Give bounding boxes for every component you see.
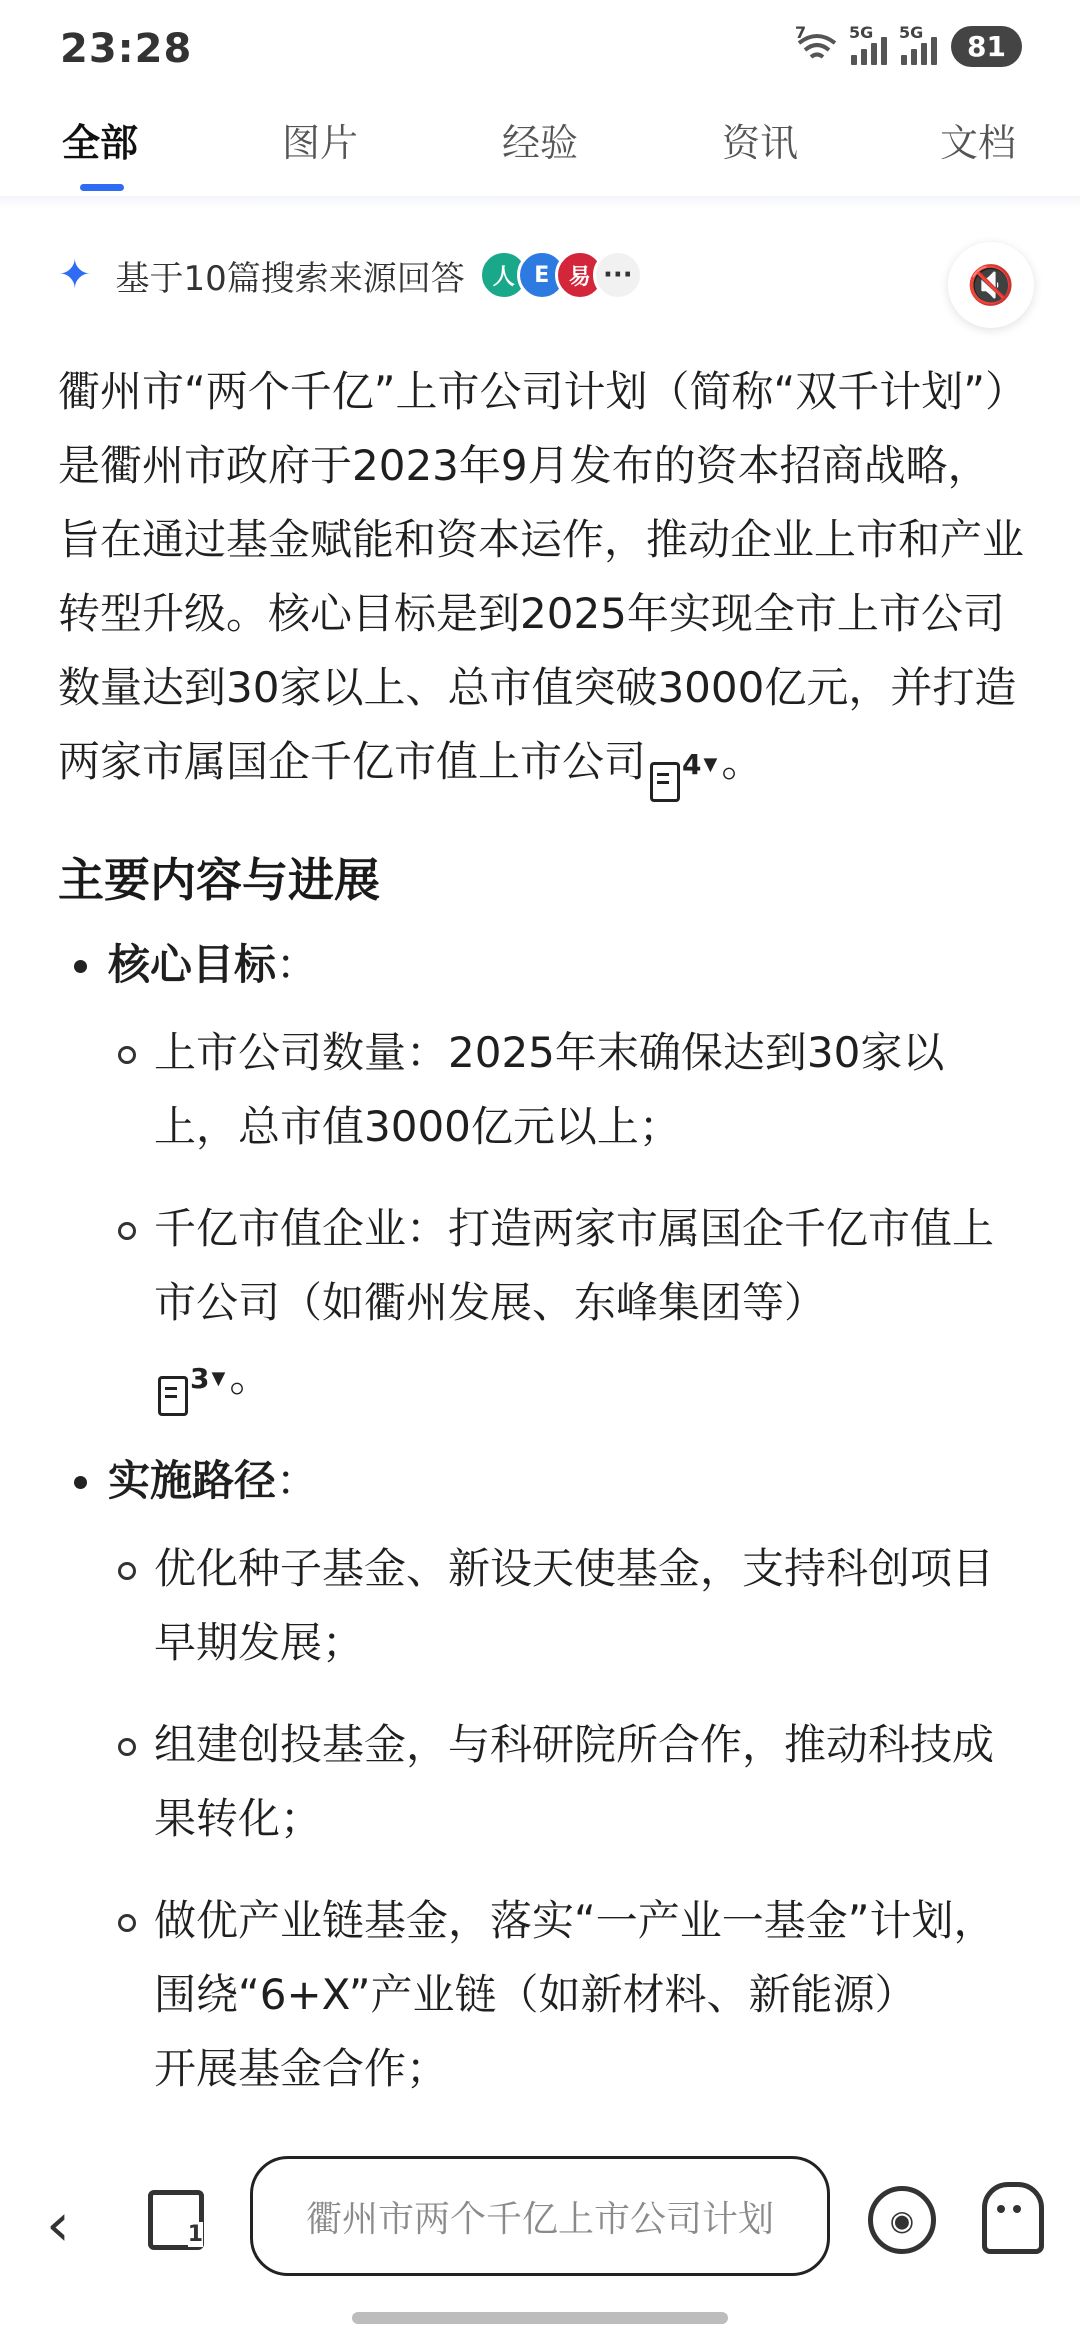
answer-intro: 衢州市“两个千亿”上市公司计划（简称“双千计划”）是衢州市政府于2023年9月发布的资本招商战略，旨在通过基金赋能和资本运作，推动企业上市和产业转型升级。核心目标是到2025年实现全市上市公司数量达到30家以上、总市值突破3000亿元，并打造两家市属国企千亿市值上市公司 4 ▼ 。 <box>58 355 1028 802</box>
ai-sparkle-icon: ✦ <box>58 252 92 298</box>
list-item: 组建创投基金，与科研院所合作，推动科技成果转化； <box>58 1708 1028 1856</box>
citation-button[interactable]: 3 ▼ <box>158 1342 225 1416</box>
tab-images[interactable]: 图片 <box>282 121 359 165</box>
back-arrow-icon[interactable]: ‹ <box>46 2190 70 2260</box>
tab-experience[interactable]: 经验 <box>502 121 579 165</box>
source-avatar-icon: 易 <box>555 250 605 300</box>
tab-switcher-icon[interactable]: 1 <box>148 2190 204 2250</box>
section-heading: 主要内容与进展 <box>58 852 380 907</box>
mute-speaker-icon[interactable]: 🔇 <box>948 242 1034 328</box>
voice-broadcast-icon[interactable]: ◉ <box>868 2186 936 2254</box>
truncated-text: 开展基金合作； <box>154 2044 449 2093</box>
citation-button[interactable]: 4 ▼ <box>650 728 717 802</box>
battery-indicator: 81 <box>951 26 1022 67</box>
source-summary[interactable] <box>58 250 643 300</box>
signal-icon-2: 5G <box>901 29 937 65</box>
document-icon <box>650 762 680 802</box>
home-indicator[interactable] <box>352 2312 728 2324</box>
more-sources-icon[interactable]: ··· <box>593 250 643 300</box>
tab-documents[interactable]: 文档 <box>940 121 1017 165</box>
bullet-core-goals: 核心目标： <box>58 928 1028 1002</box>
status-time: 23:28 <box>60 26 193 72</box>
wifi-icon: 7 <box>797 29 837 65</box>
source-avatars[interactable] <box>479 250 643 300</box>
chevron-down-icon: ▼ <box>703 753 718 775</box>
ai-assistant-icon[interactable] <box>982 2182 1044 2254</box>
divider <box>0 196 1080 208</box>
bottom-toolbar <box>0 2120 1080 2340</box>
list-item: 优化种子基金、新设天使基金，支持科创项目早期发展； <box>58 1532 1028 1680</box>
bullet-implementation: 实施路径： <box>58 1444 1028 1518</box>
tab-all[interactable]: 全部 <box>62 121 139 165</box>
status-icons <box>795 22 1022 67</box>
active-tab-indicator <box>80 184 124 191</box>
category-tabs <box>0 100 1080 196</box>
answer-content <box>58 355 1028 2106</box>
tab-news[interactable]: 资讯 <box>722 121 799 165</box>
list-item: 做优产业链基金，落实“一产业一基金”计划，围绕“6+X”产业链（如新材料、新能源） 开展基金合作； <box>58 1884 1028 2106</box>
chevron-down-icon: ▼ <box>211 1368 226 1389</box>
search-box[interactable]: 衢州市两个千亿上市公司计划 <box>250 2156 830 2276</box>
signal-icon-1: 5G <box>851 29 887 65</box>
source-avatar-icon: 人 <box>479 250 529 300</box>
list-item: 千亿市值企业：打造两家市属国企千亿市值上市公司（如衢州发展、东峰集团等） 3 ▼ 。 <box>58 1192 1028 1417</box>
document-icon <box>158 1376 188 1416</box>
source-count-text: 基于10篇搜索来源回答 <box>115 258 465 299</box>
list-item: 上市公司数量：2025年末确保达到30家以上，总市值3000亿元以上； <box>58 1016 1028 1164</box>
status-bar <box>0 0 1080 100</box>
source-avatar-icon: E <box>517 250 567 300</box>
